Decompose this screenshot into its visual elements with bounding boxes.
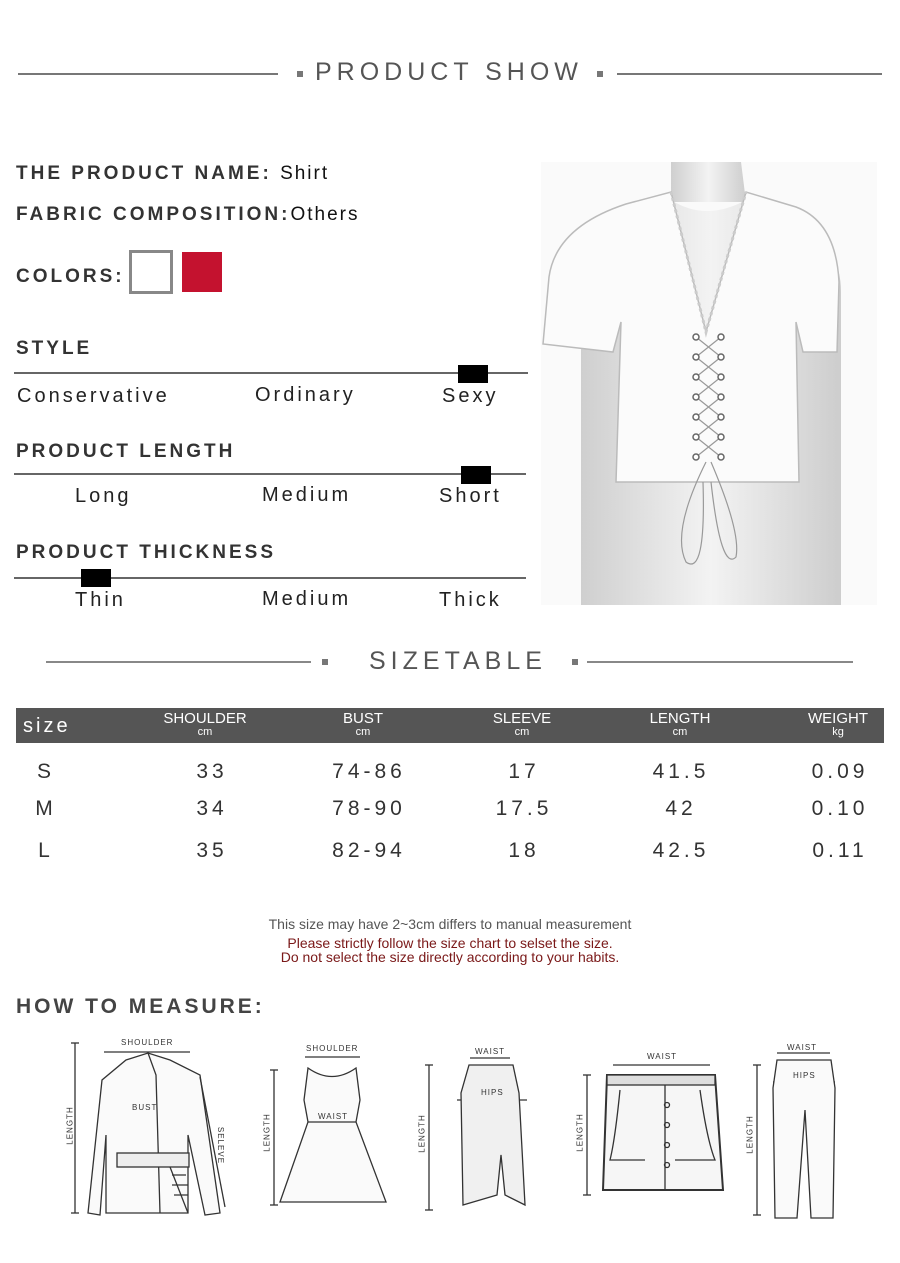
- mannequin-shirt-illustration: [541, 162, 877, 605]
- table-cell: 17.5: [495, 797, 553, 820]
- jacket-illustration: [60, 1035, 235, 1220]
- table-cell: 41.5: [652, 760, 710, 783]
- fabric-label: FABRIC COMPOSITION:: [16, 204, 291, 225]
- section-title-sizetable: SIZETABLE: [369, 647, 547, 675]
- column-header-length: [620, 711, 740, 738]
- skirt-measure-diagram: [415, 1045, 545, 1215]
- style-option-ordinary: Ordinary: [255, 384, 356, 406]
- column-header-sleeve: [462, 711, 582, 738]
- column-name: SLEEVE: [492, 710, 552, 727]
- table-cell: 33: [196, 760, 228, 783]
- table-row-size: L: [38, 839, 54, 862]
- column-unit: cm: [355, 726, 371, 738]
- label-hips: HIPS: [793, 1071, 816, 1080]
- size-table-header: [16, 708, 884, 743]
- size-note: This size may have 2~3cm differs to manual measurement: [268, 916, 632, 932]
- column-name: LENGTH: [649, 710, 711, 727]
- divider-dot: [572, 659, 578, 665]
- label-shoulder: SHOULDER: [121, 1038, 174, 1047]
- table-row-size: M: [35, 797, 57, 820]
- style-option-sexy: Sexy: [442, 385, 499, 407]
- column-name: SHOULDER: [163, 710, 247, 727]
- table-cell: 42.5: [652, 839, 710, 862]
- size-warning-2: Do not select the size directly according to your habits.: [280, 949, 620, 965]
- divider-left: [18, 73, 278, 75]
- table-cell: 0.11: [812, 839, 868, 862]
- column-header-shoulder: [145, 711, 265, 738]
- table-cell: 17: [508, 760, 540, 783]
- size-warning-1: Please strictly follow the size chart to selset the size.: [287, 935, 613, 951]
- jacket-measure-diagram: [60, 1035, 235, 1220]
- column-unit: cm: [514, 726, 530, 738]
- scale-marker-length: [461, 466, 491, 484]
- label-hips: HIPS: [481, 1088, 504, 1097]
- label-length: LENGTH: [65, 1106, 75, 1145]
- label-shoulder: SHOULDER: [306, 1044, 359, 1053]
- divider-right: [587, 661, 853, 663]
- scale-marker-thickness: [81, 569, 111, 587]
- size-column-header: size: [23, 715, 71, 737]
- scale-title-thickness: PRODUCT THICKNESS: [16, 542, 277, 563]
- column-unit: cm: [672, 726, 688, 738]
- column-unit: kg: [832, 726, 844, 738]
- dress-illustration: [260, 1040, 395, 1215]
- table-cell: 34: [196, 797, 228, 820]
- table-cell: 82-94: [332, 839, 406, 862]
- product-name-value: Shirt: [280, 163, 330, 184]
- product-name-label: THE PRODUCT NAME:: [16, 163, 272, 184]
- fabric-row: [16, 204, 359, 226]
- divider-right: [617, 73, 882, 75]
- product-photo: [541, 162, 877, 605]
- color-swatch-red[interactable]: [182, 252, 222, 292]
- thickness-option-thin: Thin: [75, 589, 126, 611]
- label-waist: WAIST: [475, 1047, 506, 1056]
- divider-dot: [597, 71, 603, 77]
- color-swatch-white[interactable]: [129, 250, 173, 294]
- column-header-weight: [778, 711, 898, 738]
- scale-line-length: [14, 473, 526, 475]
- column-header-bust: [303, 711, 423, 738]
- dress-measure-diagram: [260, 1040, 395, 1215]
- label-length: LENGTH: [575, 1113, 585, 1152]
- column-name: WEIGHT: [808, 710, 868, 727]
- section-title-how-to-measure: HOW TO MEASURE:: [16, 995, 265, 1018]
- shorts-illustration: [575, 1050, 725, 1200]
- label-length: LENGTH: [417, 1114, 427, 1153]
- label-length: LENGTH: [745, 1115, 755, 1154]
- table-cell: 35: [196, 839, 228, 862]
- scale-title-style: STYLE: [16, 338, 93, 359]
- table-cell: 0.09: [811, 760, 869, 783]
- table-cell: 78-90: [332, 797, 406, 820]
- length-option-short: Short: [439, 485, 502, 507]
- thickness-option-medium: Medium: [262, 588, 352, 610]
- thickness-option-thick: Thick: [439, 589, 502, 611]
- label-waist: WAIST: [787, 1043, 818, 1052]
- scale-title-length: PRODUCT LENGTH: [16, 441, 236, 462]
- divider-dot: [322, 659, 328, 665]
- label-waist: WAIST: [647, 1052, 678, 1061]
- label-length: LENGTH: [262, 1113, 272, 1152]
- label-bust: BUST: [132, 1103, 158, 1112]
- divider-left: [46, 661, 311, 663]
- length-option-long: Long: [75, 485, 132, 507]
- scale-line-style: [14, 372, 528, 374]
- divider-dot: [297, 71, 303, 77]
- table-cell: 18: [508, 839, 540, 862]
- skirt-illustration: [415, 1045, 545, 1215]
- label-sleeve: SELEVE: [216, 1126, 226, 1165]
- column-unit: cm: [197, 726, 213, 738]
- product-name-row: [16, 163, 329, 185]
- table-cell: 74-86: [332, 760, 406, 783]
- pants-illustration: [745, 1040, 845, 1222]
- pants-measure-diagram: [745, 1040, 845, 1222]
- shorts-measure-diagram: [575, 1050, 725, 1200]
- style-option-conservative: Conservative: [17, 385, 170, 407]
- section-title-product-show: PRODUCT SHOW: [315, 58, 583, 86]
- table-cell: 42: [665, 797, 697, 820]
- table-row-size: S: [36, 760, 55, 783]
- scale-marker-style: [458, 365, 488, 383]
- label-waist: WAIST: [318, 1112, 349, 1121]
- length-option-medium: Medium: [262, 484, 352, 506]
- table-cell: 0.10: [811, 797, 869, 820]
- colors-label: COLORS:: [16, 266, 125, 287]
- fabric-value: Others: [290, 204, 360, 225]
- column-name: BUST: [342, 710, 383, 727]
